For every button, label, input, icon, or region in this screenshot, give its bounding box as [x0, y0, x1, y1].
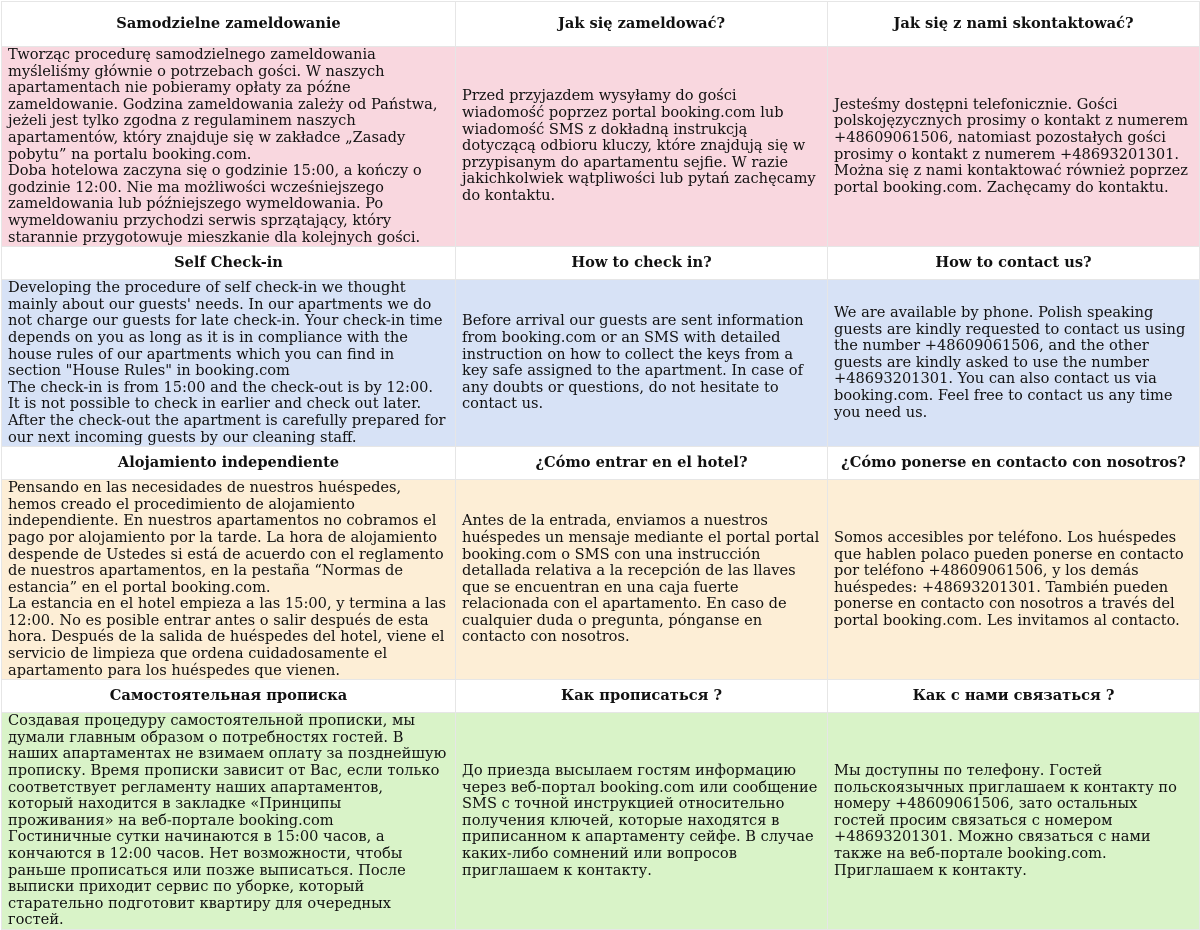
paragraph: The check-in is from 15:00 and the check-out is by 12:00. It is not possible to check in earlier and check out later. After the check-out the apartment is carefully prepared for our next incoming guests by our cleaning staff.: [8, 378, 446, 446]
header-self-checkin-es: Alojamiento independiente: [2, 447, 456, 480]
paragraph: Jesteśmy dostępni telefonicznie. Gości polskojęzycznych prosimy o kontakt z numerem +48609061506, natomiast pozostałych gości prosimy o kontakt z numerem +48693201301. Można się z nami kontaktować również poprzez portal booking.com. Zachęcamy do kontaktu.: [834, 95, 1189, 196]
header-contact-en: How to contact us?: [828, 247, 1200, 280]
cell-contact-ru: [828, 713, 1200, 930]
cell-self-checkin-pl: [2, 47, 456, 247]
header-row-pl: [2, 2, 1200, 47]
paragraph: Somos accesibles por teléfono. Los huéspedes que hablen polaco pueden ponerse en contacto por teléfono +48609061506, y los demás huéspedes: +48693201301. También pueden ponerse en contacto con nosotros a través del portal booking.com. Les invitamos al contacto.: [834, 528, 1184, 629]
paragraph: Developing the procedure of self check-in we thought mainly about our guests' needs. In our apartments we do not charge our guests for late check-in. Your check-in time depends on you as long as it is in compliance with the house rules of our apartments which you can find in section "House Rules" in booking.com: [8, 279, 443, 380]
content-row-en: [2, 280, 1200, 447]
header-self-checkin-pl: Samodzielne zameldowanie: [2, 2, 456, 47]
paragraph: Before arrival our guests are sent information from booking.com or an SMS with detailed instruction on how to collect the keys from a key safe assigned to the apartment. In case of any doubts or questions, do not hesitate to contact us.: [462, 312, 804, 413]
cell-self-checkin-ru: [2, 713, 456, 930]
paragraph: До приезда высылаем гостям информацию через веб-портал booking.com или сообщение SMS с точной инструкцией относительно получения ключей, которые находятся в приписанном к апартаменту сейфе. В случае каких-либо сомнений или вопросов приглашаем к контакту.: [462, 762, 818, 879]
header-self-checkin-en: Self Check-in: [2, 247, 456, 280]
header-row-ru: [2, 680, 1200, 713]
cell-how-to-checkin-es: [456, 480, 828, 680]
header-row-en: [2, 247, 1200, 280]
header-row-es: [2, 447, 1200, 480]
paragraph: Создавая процедуру самостоятельной прописки, мы думали главным образом о потребностях гостей. В наших апартаментах не взимаем оплату за позднейшую прописку. Время прописки зависит от Вас, если только соответствует регламенту наших апартаментов, который находится в закладке «Принципы проживания» на веб-портале booking.com: [8, 712, 447, 829]
header-contact-es: ¿Cómo ponerse en contacto con nosotros?: [828, 447, 1200, 480]
paragraph: Tworząc procedurę samodzielnego zameldowania myśleliśmy głównie o potrzebach gości. W naszych apartamentach nie pobieramy opłaty za późne zameldowanie. Godzina zameldowania zależy od Państwa, jeżeli jest tylko zgodna z regulaminem naszych apartamentów, który znajduje się w zakładce „Zasady pobytu” na portalu booking.com.: [8, 46, 438, 163]
cell-contact-es: [828, 480, 1200, 680]
header-contact-ru: Как с нами связаться ?: [828, 680, 1200, 713]
paragraph: Pensando en las necesidades de nuestros huéspedes, hemos creado el procedimiento de alojamiento independiente. En nuestros apartamentos no cobramos el pago por alojamiento por la tarde. La hora de alojamiento despende de Ustedes si está de acuerdo con el reglamento de nuestros apartamentos, en la pestaña “Normas de estancia” en el portal booking.com.: [8, 479, 444, 596]
paragraph: Мы доступны по телефону. Гостей польскоязычных приглашаем к контакту по номеру +48609061506, зато остальных гостей просим связаться с номером +48693201301. Можно связаться с нами также на веб-портале booking.com. Приглашаем к контакту.: [834, 762, 1177, 879]
header-how-to-checkin-es: ¿Cómo entrar en el hotel?: [456, 447, 828, 480]
cell-self-checkin-es: [2, 480, 456, 680]
content-row-ru: [2, 713, 1200, 930]
header-how-to-checkin-en: How to check in?: [456, 247, 828, 280]
header-how-to-checkin-ru: Как прописаться ?: [456, 680, 828, 713]
paragraph: Przed przyjazdem wysyłamy do gości wiadomość poprzez portal booking.com lub wiadomość SMS z dokładną instrukcją dotyczącą odbioru kluczy, które znajdują się w przypisanym do apartamentu sejfie. W razie jakichkolwiek wątpliwości lub pytań zachęcamy do kontaktu.: [462, 87, 816, 205]
paragraph: Doba hotelowa zaczyna się o godzinie 15:00, a kończy o godzinie 12:00. Nie ma możliwości wcześniejszego zameldowania lub późniejszego wymeldowania. Po wymeldowaniu przychodzi serwis sprzątający, który starannie przygotowuje mieszkanie dla kolejnych gości.: [8, 162, 422, 246]
paragraph: La estancia en el hotel empieza a las 15:00, y termina a las 12:00. No es posible entrar antes o salir después de esta hora. Después de la salida de huéspedes del hotel, viene el servicio de limpieza que ordena cuidadosamente el apartamento para los huéspedes que vienen.: [8, 595, 447, 679]
cell-contact-pl: [828, 47, 1200, 247]
cell-self-checkin-en: [2, 280, 456, 447]
cell-how-to-checkin-pl: [456, 47, 828, 247]
content-row-es: [2, 480, 1200, 680]
info-table: [1, 1, 1200, 930]
header-contact-pl: Jak się z nami skontaktować?: [828, 2, 1200, 47]
paragraph: We are available by phone. Polish speaking guests are kindly requested to contact us using the number +48609061506, and the other guests are kindly asked to use the number +48693201301. You can also contact us via booking.com. Feel free to contact us any time you need us.: [834, 304, 1186, 421]
cell-how-to-checkin-en: [456, 280, 828, 447]
paragraph: Antes de la entrada, enviamos a nuestros huéspedes un mensaje mediante el portal portal booking.com o SMS con una instrucción detallada relativa a la recepción de las llaves que se encuentran en una caja fuerte relacionada con el apartamento. En caso de cualquier duda o pregunta, pónganse en contacto con nosotros.: [462, 512, 820, 646]
paragraph: Гостиничные сутки начинаются в 15:00 часов, а кончаются в 12:00 часов. Нет возможности, чтобы раньше прописаться или позже выписаться. После выписки приходит сервис по уборке, который старательно подготовит квартиру для очередных гостей.: [8, 828, 406, 929]
cell-contact-en: [828, 280, 1200, 447]
header-how-to-checkin-pl: Jak się zameldować?: [456, 2, 828, 47]
content-row-pl: [2, 47, 1200, 247]
header-self-checkin-ru: Самостоятельная прописка: [2, 680, 456, 713]
cell-how-to-checkin-ru: [456, 713, 828, 930]
